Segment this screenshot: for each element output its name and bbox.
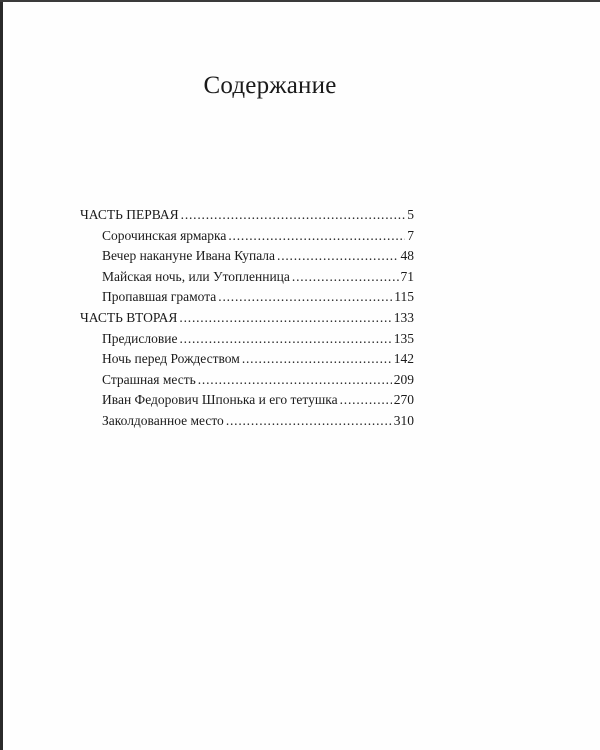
toc-dot-leader xyxy=(292,267,399,288)
toc-entry-page: 48 xyxy=(400,248,414,264)
toc-entry-label: Пропавшая грамота xyxy=(102,289,217,305)
toc-entry-page: 71 xyxy=(400,268,414,284)
toc-entry-page: 7 xyxy=(407,227,414,243)
page-title: Содержание xyxy=(203,72,337,99)
toc-entry xyxy=(80,411,414,432)
toc-entry-label: Вечер накануне Ивана Купала xyxy=(102,248,276,264)
toc-entry-page: 310 xyxy=(393,412,414,428)
toc-entry xyxy=(80,246,414,267)
toc-entry-label: Заколдованное место xyxy=(102,412,224,428)
toc-entry-page: 142 xyxy=(393,351,414,367)
toc-entry-label: Предисловие xyxy=(102,330,178,346)
toc-entry xyxy=(80,287,414,308)
toc-entry xyxy=(80,226,414,247)
toc-entry-page: 209 xyxy=(393,371,414,387)
toc-entry-part-2 xyxy=(80,308,414,329)
table-of-contents xyxy=(80,205,414,432)
toc-entry xyxy=(80,329,414,350)
toc-dot-leader xyxy=(218,287,392,308)
toc-dot-leader xyxy=(277,246,398,267)
toc-dot-leader xyxy=(179,308,391,329)
toc-dot-leader xyxy=(340,390,392,411)
toc-entry-label: Ночь перед Рождеством xyxy=(102,351,240,367)
toc-entry-label: Страшная месть xyxy=(102,371,196,387)
toc-entry-page: 270 xyxy=(393,392,414,408)
toc-entry-page: 5 xyxy=(407,207,414,222)
toc-dot-leader xyxy=(181,205,406,226)
toc-dot-leader xyxy=(198,370,392,391)
toc-dot-leader xyxy=(242,349,392,370)
toc-entry xyxy=(80,390,414,411)
toc-dot-leader xyxy=(179,329,391,350)
scan-edge-left xyxy=(0,0,3,750)
scan-edge-top xyxy=(0,0,600,2)
toc-entry-label: Майская ночь, или Утопленница xyxy=(102,268,290,284)
toc-entry-part-1 xyxy=(80,205,414,226)
toc-entry-label: ЧАСТЬ ПЕРВАЯ xyxy=(80,207,179,222)
toc-dot-leader xyxy=(228,226,405,247)
toc-entry-page: 135 xyxy=(393,330,414,346)
toc-entry-label: Сорочинская ярмарка xyxy=(102,227,227,243)
toc-entry xyxy=(80,267,414,288)
toc-entry-label: ЧАСТЬ ВТОРАЯ xyxy=(80,309,178,325)
toc-entry xyxy=(80,370,414,391)
toc-entry-page: 133 xyxy=(393,309,414,325)
toc-entry xyxy=(80,349,414,370)
toc-entry-page: 115 xyxy=(394,289,414,305)
toc-dot-leader xyxy=(226,411,392,432)
toc-entry-label: Иван Федорович Шпонька и его тетушка xyxy=(102,392,338,408)
